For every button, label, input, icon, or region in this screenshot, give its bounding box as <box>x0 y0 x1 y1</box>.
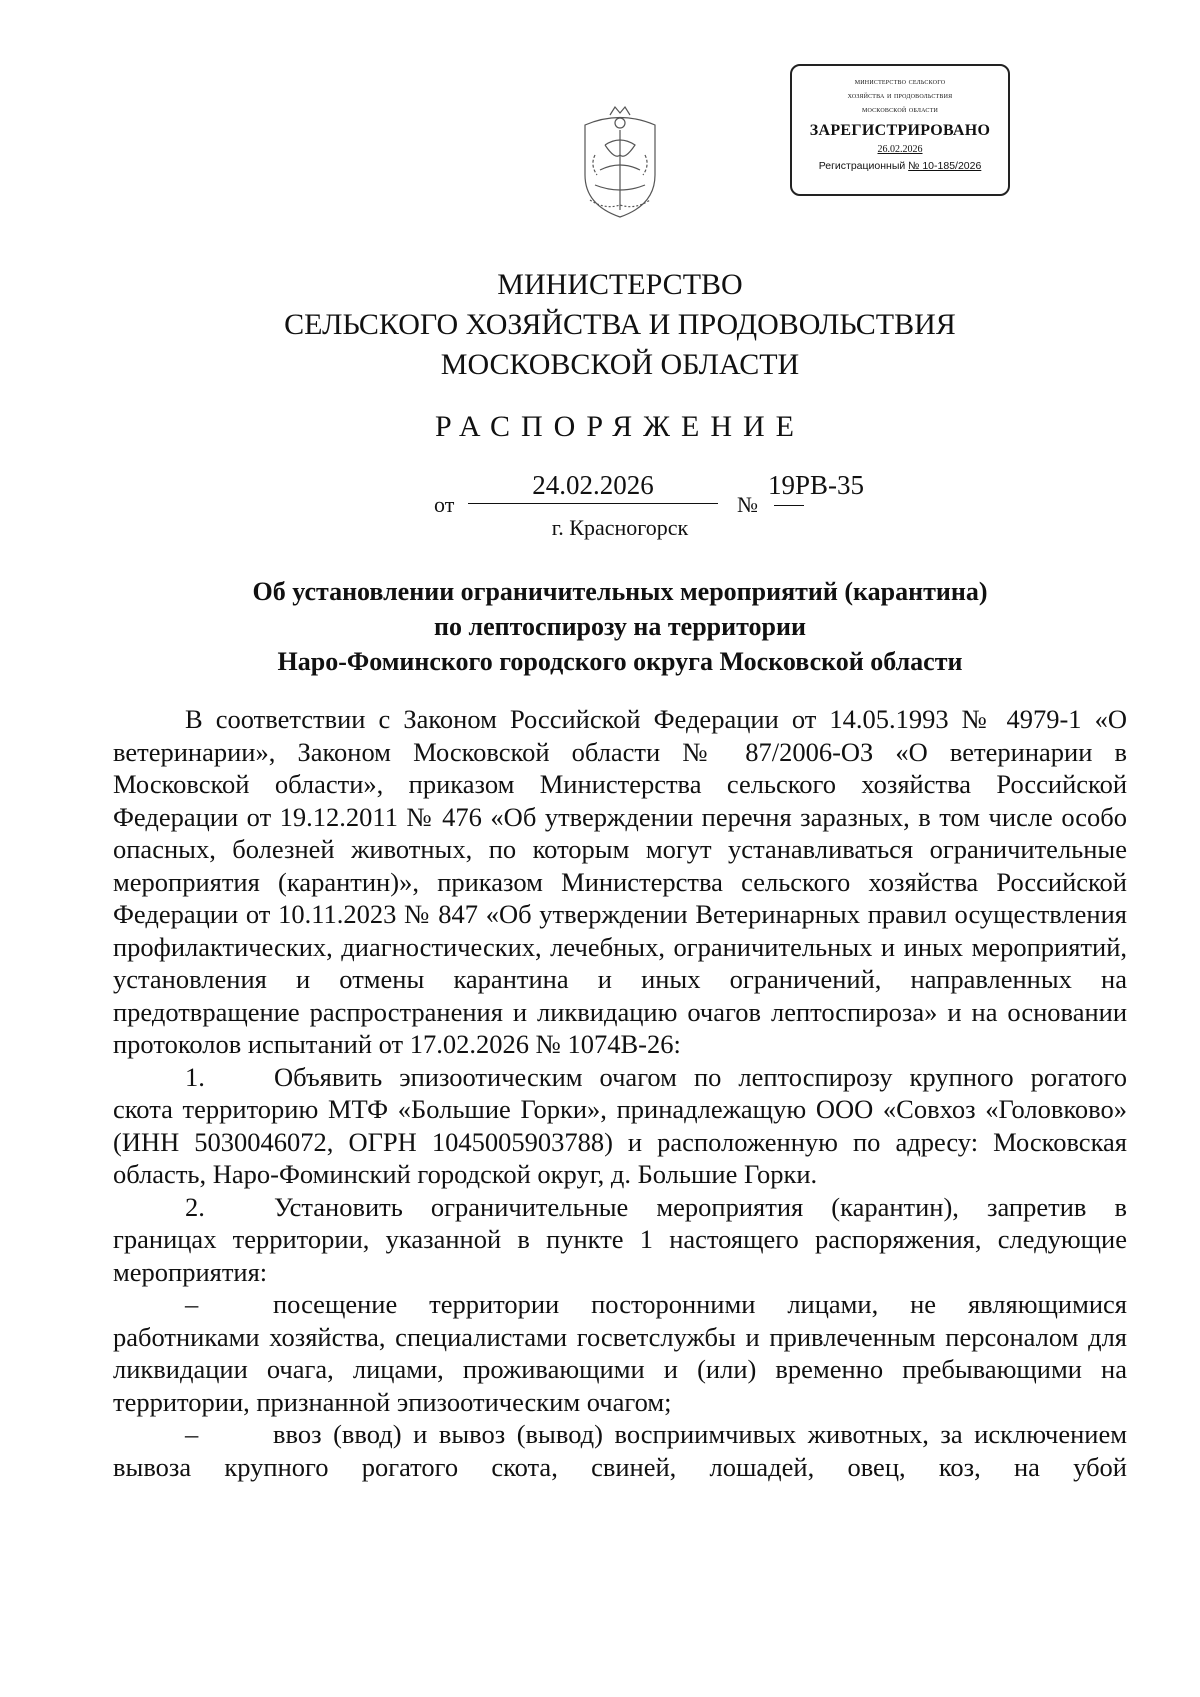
date-prefix: от <box>434 492 455 517</box>
stamp-reg-number <box>792 157 1008 175</box>
dash-mark: – <box>185 1419 199 1449</box>
number-sign: № <box>737 492 758 517</box>
ministry-line: МОСКОВСКОЙ ОБЛАСТИ <box>440 348 800 381</box>
dash-item-text: ввоз (ввод) и вывоз (вывод) восприимчивых животных, за исключением вывоза крупного рогатого скота, свиней, лошадей, овец, коз, на убой <box>113 1419 1127 1482</box>
preamble-paragraph: В соответствии с Законом Российской Федерации от 14.05.1993 № 4979-1 «О ветеринарии», Законом Московской области № 87/2006-ОЗ «О ветеринарии в Московской области», приказом Министерства сельского хозяйства Российской Федерации от 19.12.2011 № 476 «Об утверждении перечня заразных, в том числе особо опасных, болезней животных, по которым могут устанавливаться ограничительные мероприятия (карантин)», приказом Министерства сельского хозяйства Российской Федерации от 10.11.2023 № 847 «Об утверждении Ветеринарных правил осуществления профилактических, диагностических, лечебных, ограничительных и иных мероприятий, установления и отмены карантина и иных ограничений, направленных на предотвращение распространения и ликвидацию очагов лептоспироза» и на основании протоколов испытаний от 17.02.2026 № 1074В-26: <box>113 704 1127 1059</box>
registration-stamp <box>790 64 1010 196</box>
stamp-status: ЗАРЕГИСТРИРОВАНО <box>809 122 991 139</box>
clause-2 <box>113 1191 1127 1289</box>
document-subject <box>0 574 1200 679</box>
number-underline <box>774 505 804 506</box>
document-city: г. Красногорск <box>551 515 689 540</box>
date-number-line <box>434 470 865 517</box>
subject-line: по лептоспирозу на территории <box>434 612 806 641</box>
dash-item-1 <box>113 1288 1127 1418</box>
dash-item-2 <box>113 1418 1127 1483</box>
stamp-reg-label: Регистрационный <box>818 160 906 172</box>
stamp-date: 26.02.2026 <box>877 144 923 155</box>
subject-line: Об установлении ограничительных мероприятий (карантина) <box>252 577 988 606</box>
stamp-reg-value: № 10-185/2026 <box>908 160 982 172</box>
ministry-line: СЕЛЬСКОГО ХОЗЯЙСТВА И ПРОДОВОЛЬСТВИЯ <box>284 308 956 341</box>
document-type-title: РАСПОРЯЖЕНИЕ <box>434 410 806 443</box>
dash-item-text: посещение территории посторонними лицами, не являющимися работниками хозяйства, специалистами госветслужбы и привлеченным персоналом для ликвидации очага, лицами, проживающими и (или) временно пребывающими на территории, признанной эпизоотическим очагом; <box>113 1289 1127 1417</box>
clause-text: Объявить эпизоотическим очагом по лептоспирозу крупного рогатого скота территорию МТФ «Большие Горки», принадлежащую ООО «Совхоз «Головково» (ИНН 5030046072, ОГРН 1045005903788) и расположенную по адресу: Московская область, Наро-Фоминский городской округ, д. Большие Горки. <box>113 1061 1127 1189</box>
clause-number: 1. <box>185 1061 205 1092</box>
clause-text: Установить ограничительные мероприятия (карантин), запретив в границах территории, указанной в пункте 1 настоящего распоряжения, следующие мероприятия: <box>113 1191 1127 1287</box>
stamp-org-line: хозяйства и продовольствия <box>847 90 953 100</box>
document-body <box>113 703 1127 1483</box>
stamp-org-line: министерство сельского <box>854 76 946 86</box>
dash-mark: – <box>185 1289 199 1319</box>
ministry-heading <box>0 265 1200 385</box>
document-date: 24.02.2026 <box>468 470 718 504</box>
coat-of-arms-emblem <box>565 105 675 223</box>
subject-line: Наро-Фоминского городского округа Московской области <box>277 647 963 676</box>
clause-number: 2. <box>185 1191 205 1222</box>
clause-1 <box>113 1061 1127 1191</box>
stamp-org-line: московской области <box>861 104 939 114</box>
document-number: 19РВ-35 <box>768 470 865 500</box>
ministry-line: МИНИСТЕРСТВО <box>497 268 743 301</box>
